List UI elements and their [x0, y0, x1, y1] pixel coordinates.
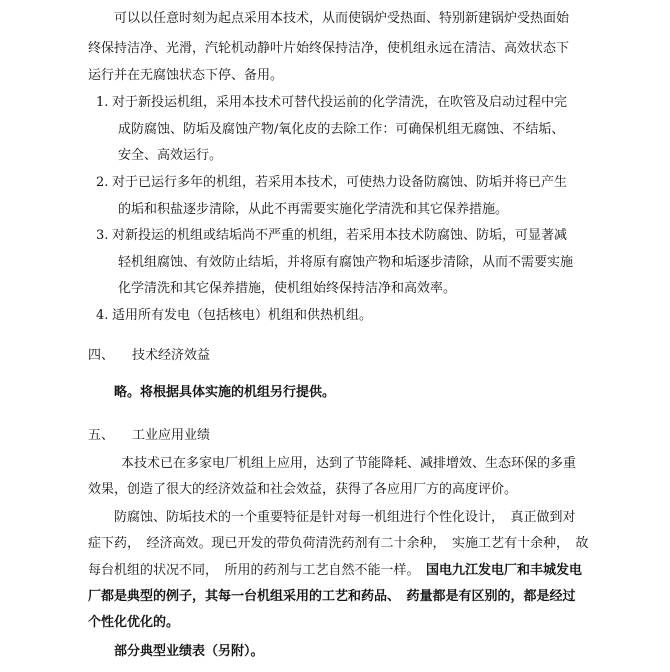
paragraph-text-emphasis: 国电九江发电厂和丰城发电: [413, 563, 583, 578]
section-number: 四、: [88, 348, 115, 363]
section-title: 技术经济效益: [132, 348, 211, 363]
list-item-line: 安全、高效运行。: [118, 148, 223, 163]
paragraph-line: 效果，创造了很大的经济效益和社会效益，获得了各应用厂方的高度评价。: [88, 482, 518, 497]
paragraph-line: 本技术已在多家电厂机组上应用，达到了节能降耗、减排增效、生态环保的多重: [121, 456, 577, 471]
performance-table-note: 部分典型业绩表（另附）。: [114, 644, 264, 659]
section-number: 五、: [88, 428, 115, 443]
list-item-line: 对新投运的机组或结垢尚不严重的机组，若采用本技术防腐蚀、防垢，可显著减: [112, 228, 568, 243]
intro-line: 可以以任意时刻为起点采用本技术，从而使锅炉受热面、特别新建锅炉受热面始: [114, 11, 570, 26]
list-item-line: 成防腐蚀、防垢及腐蚀产物/氧化皮的去除工作：可确保机组无腐蚀、不结垢、: [118, 122, 565, 137]
list-item-line: 轻机组腐蚀、有效防止结垢，并将原有腐蚀产物和垢逐步清除，从而不需要实施: [118, 255, 574, 270]
paragraph-text: 每台机组的状况不同， 所用的药剂与工艺自然不能一样。: [88, 563, 414, 578]
intro-line: 运行并在无腐蚀状态下停、备用。: [88, 68, 284, 83]
list-item-number: 1.: [96, 95, 109, 110]
list-item-number: 4.: [96, 308, 109, 323]
list-item-number: 3.: [96, 228, 109, 243]
list-item-line: 对于已运行多年的机组，若采用本技术，可使热力设备防腐蚀、防垢并将已产生: [112, 175, 568, 190]
intro-line: 终保持洁净、光滑，汽轮机动静叶片始终保持洁净，使机组永远在清洁、高效状态下: [88, 41, 570, 56]
paragraph-line: [88, 561, 582, 581]
list-item-line: 的垢和积盐逐步清除，从此不再需要实施化学清洗和其它保养措施。: [118, 202, 509, 217]
list-item-number: 2.: [96, 175, 109, 190]
section-title: 工业应用业绩: [132, 428, 211, 443]
paragraph-line: 症下药， 经济高效。现已开发的带负荷清洗药剂有二十余种， 实施工艺有十余种， 故: [88, 536, 589, 551]
paragraph-line: 个性化优化的。: [88, 615, 180, 630]
section-body: 略。将根据具体实施的机组另行提供。: [114, 385, 336, 400]
paragraph-line: 厂都是典型的例子，其每一台机组采用的工艺和药品、 药量都是有区别的，都是经过: [88, 589, 576, 604]
list-item-line: 对于新投运机组，采用本技术可替代投运前的化学清洗，在吹管及启动过程中完: [112, 95, 568, 110]
list-item-line: 适用所有发电（包括核电）机组和供热机组。: [112, 308, 373, 323]
list-item-line: 化学清洗和其它保养措施，使机组始终保持洁净和高效率。: [118, 281, 457, 296]
paragraph-line: 防腐蚀、防垢技术的一个重要特征是针对每一机组进行个性化设计， 真正做到对: [114, 510, 576, 525]
